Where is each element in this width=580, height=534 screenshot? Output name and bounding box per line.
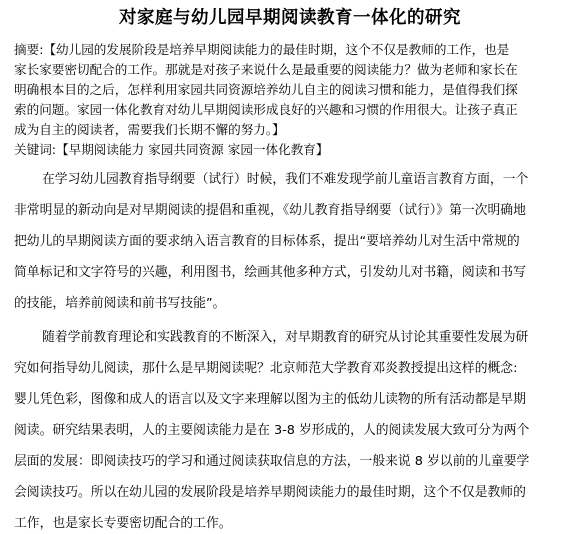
body-line: 会阅读技巧。所以在幼儿园的发展阶段是培养早期阅读能力的最佳时期，这个不仅是教师的 xyxy=(14,485,526,500)
abstract-line: 摘要:【幼儿园的发展阶段是培养早期阅读能力的最佳时期，这个不仅是教师的工作，也是 xyxy=(14,42,510,57)
body-line: 非常明显的新动向是对早期阅读的提倡和重视，《幼儿教育指导纲要（试行）》第一次明确地 xyxy=(14,203,526,218)
body-line: 工作，也是家长专要密切配合的工作。 xyxy=(14,516,232,531)
body-line: 随着学前教育理论和实践教育的不断深入，对早期教育的研究从讨论其重要性发展为研 xyxy=(42,330,529,345)
body-line: 把幼儿的早期阅读方面的要求纳入语言教育的目标体系，提出“要培养幼儿对生活中常规的 xyxy=(14,234,520,249)
body-line: 简单标记和文字符号的兴趣，利用图书，绘画其他多种方式，引发幼儿对书籍，阅读和书写 xyxy=(14,265,526,280)
abstract-line: 明确根本目的之后，怎样利用家园共同资源培养幼儿自主的阅读习惯和能力，是值得我们探 xyxy=(14,82,518,97)
body-line: 阅读。研究结果表明，人的主要阅读能力是在 3-8 岁形成的，人的阅读发展大致可分为两个 xyxy=(14,423,530,438)
body-line: 在学习幼儿园教育指导纲要（试行）时候，我们不难发现学前儿童语言教育方面，一个 xyxy=(42,172,529,187)
body-line: 的技能，培养前阅读和前书写技能”。 xyxy=(14,296,226,311)
body-line: 究如何指导幼儿阅读，那什么是早期阅读呢？北京师范大学教育邓炎教授提出这样的概念: xyxy=(14,361,518,376)
abstract-line: 索的问题。家园一体化教育对幼儿早期阅读形成良好的兴趣和习惯的作用很大。让孩子真正 xyxy=(14,102,518,117)
document-title: 对家庭与幼儿园早期阅读教育一体化的研究 xyxy=(119,8,461,28)
body-line: 层面的发展：即阅读技巧的学习和通过阅读获取信息的方法，一般来说 8 岁以前的儿童要学 xyxy=(14,454,530,469)
keywords-line: 关键词:【早期阅读能力 家园共同资源 家园一体化教育】 xyxy=(14,142,329,157)
abstract-line: 成为自主的阅读者，需要我们长期不懈的努力。】 xyxy=(14,122,285,137)
abstract-line: 家长家要密切配合的工作。那就是对孩子来说什么是最重要的阅读能力？做为老师和家长在 xyxy=(14,62,518,77)
body-line: 婴儿凭色彩，图像和成人的语言以及文字来理解以图为主的低幼儿读物的所有活动都是早期 xyxy=(14,392,526,407)
